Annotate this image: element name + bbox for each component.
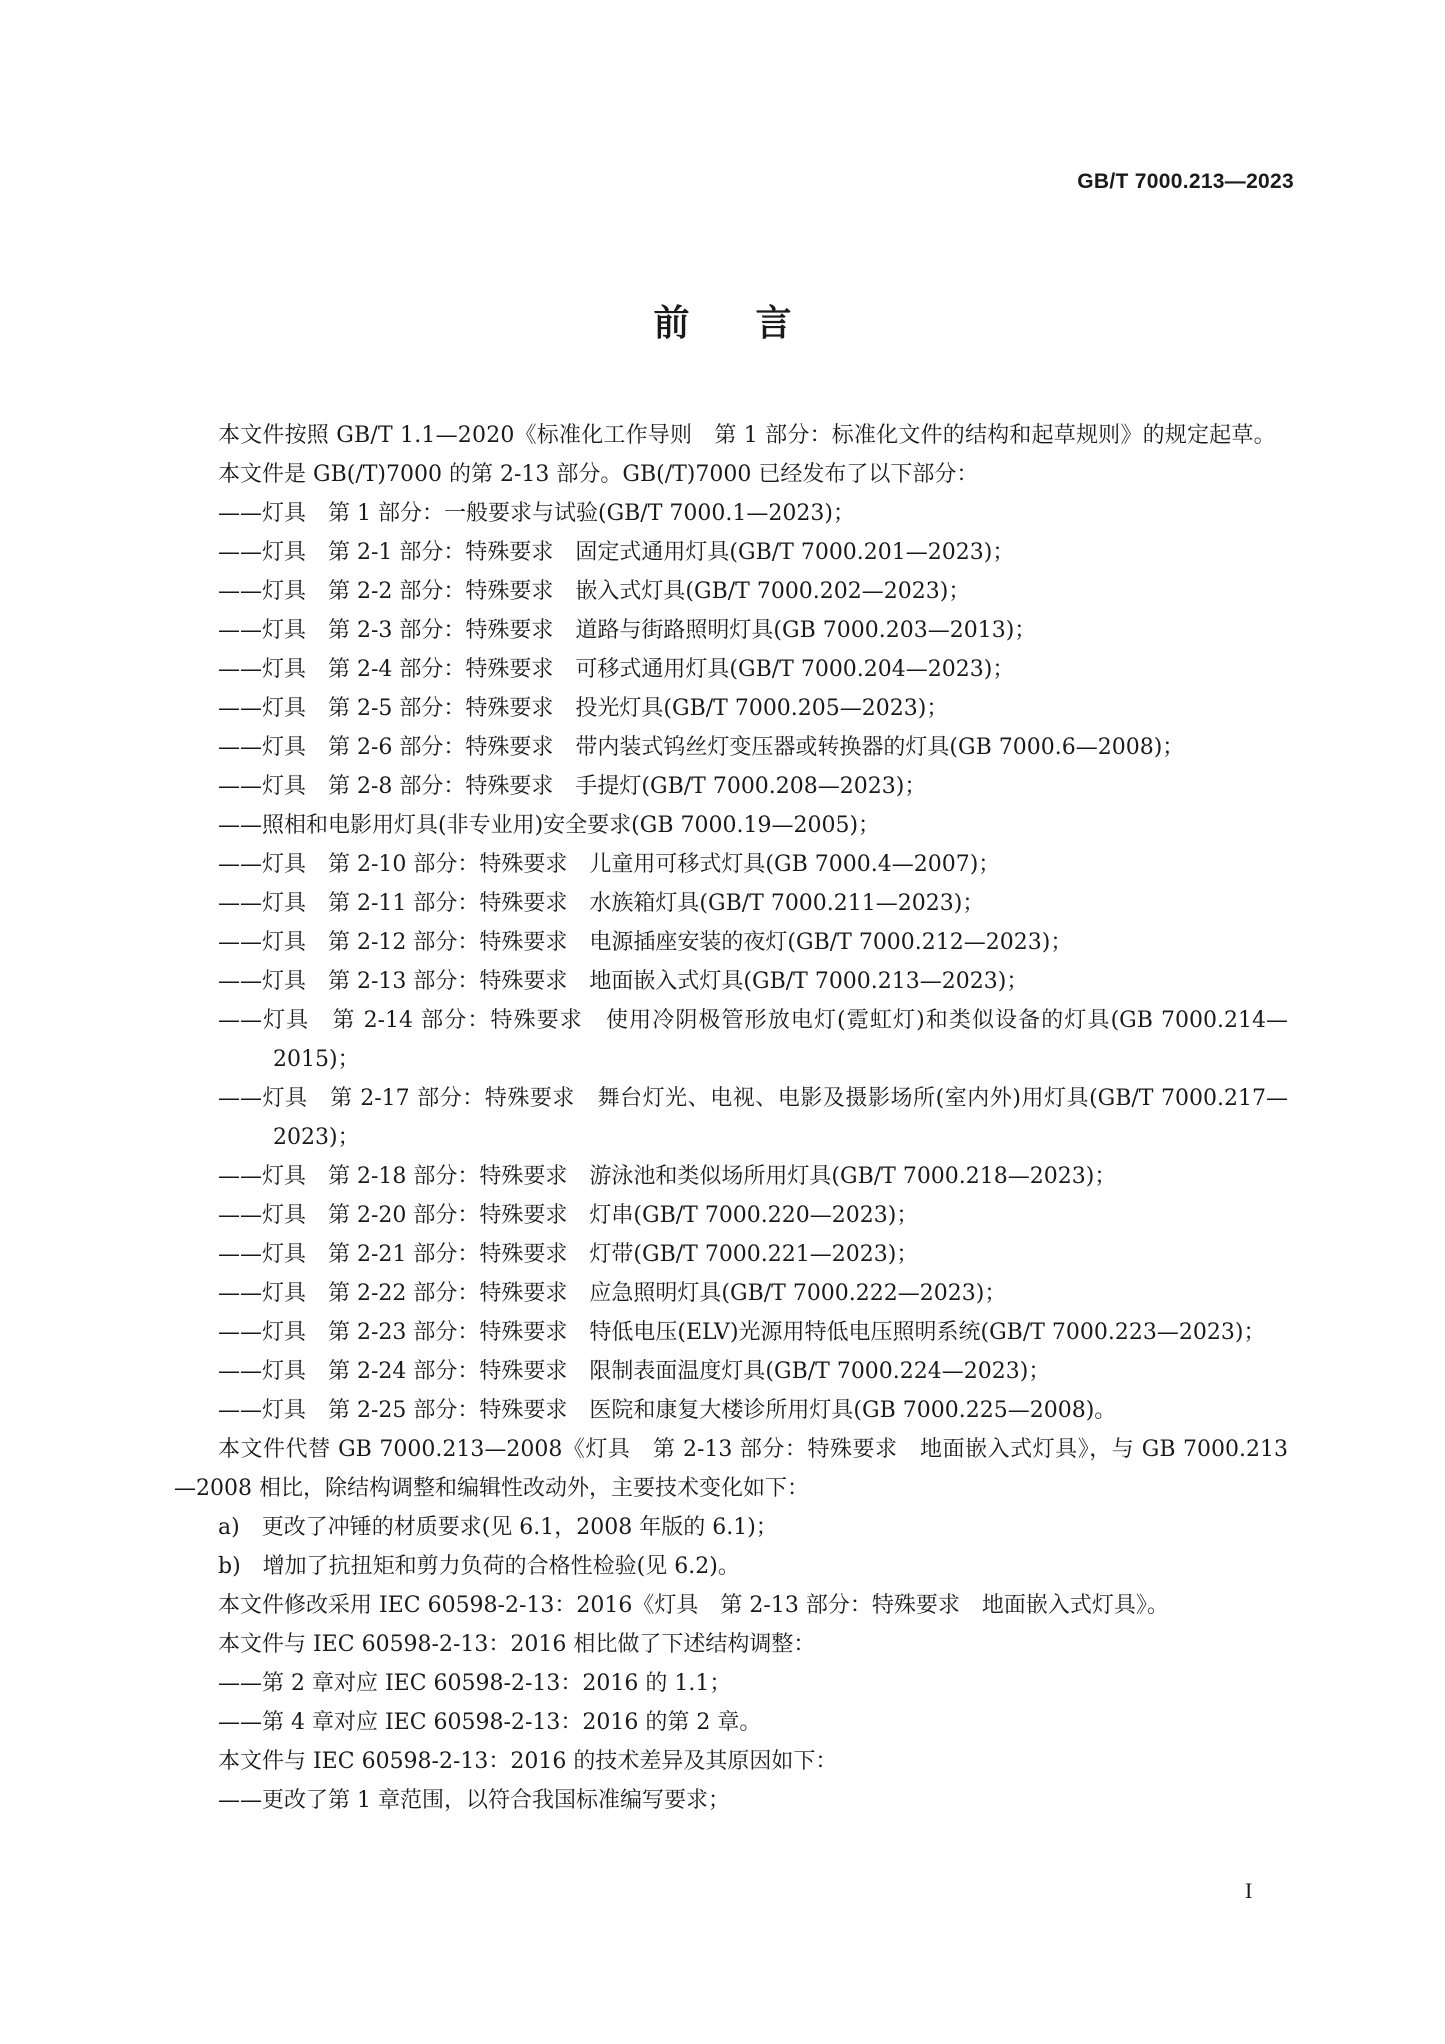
list-item: ——灯具 第 2-18 部分：特殊要求 游泳池和类似场所用灯具(GB/T 7000.218—2023)； <box>218 1164 1117 1189</box>
list-item: ——照相和电影用灯具(非专业用)安全要求(GB 7000.19—2005)； <box>218 813 881 838</box>
section-title-text: 前言 <box>653 303 858 344</box>
change-item: a) 更改了冲锤的材质要求(见 6.1，2008 年版的 6.1)； <box>218 1515 778 1540</box>
structure-item: ——第 4 章对应 IEC 60598-2-13：2016 的第 2 章。 <box>218 1710 762 1735</box>
list-item: ——灯具 第 2-6 部分：特殊要求 带内装式钨丝灯变压器或转换器的灯具(GB 7000.6—2008)； <box>218 735 1185 760</box>
list-item: ——灯具 第 2-14 部分：特殊要求 使用冷阴极管形放电灯(霓虹灯)和类似设备的灯具(GB 7000.214—2015)； <box>218 1008 1288 1072</box>
list-item: ——灯具 第 2-12 部分：特殊要求 电源插座安装的夜灯(GB/T 7000.212—2023)； <box>218 930 1073 955</box>
section-title <box>0 295 1445 346</box>
page-number: I <box>1245 1878 1253 1903</box>
list-item: ——灯具 第 2-2 部分：特殊要求 嵌入式灯具(GB/T 7000.202—2023)； <box>218 579 971 604</box>
parts-list <box>174 494 1288 1430</box>
list-item: ——灯具 第 2-25 部分：特殊要求 医院和康复大楼诊所用灯具(GB 7000.225—2008)。 <box>218 1398 1117 1423</box>
list-item: ——灯具 第 2-5 部分：特殊要求 投光灯具(GB/T 7000.205—2023)； <box>218 696 949 721</box>
list-item: ——灯具 第 2-1 部分：特殊要求 固定式通用灯具(GB/T 7000.201—2023)； <box>218 540 1015 565</box>
list-item: ——灯具 第 2-22 部分：特殊要求 应急照明灯具(GB/T 7000.222—2023)； <box>218 1281 1007 1306</box>
difference-item: ——更改了第 1 章范围，以符合我国标准编写要求； <box>218 1788 730 1813</box>
standard-number: GB/T 7000.213—2023 <box>1077 170 1294 193</box>
list-item: ——灯具 第 2-4 部分：特殊要求 可移式通用灯具(GB/T 7000.204—2023)； <box>218 657 1015 682</box>
parts-intro-paragraph: 本文件是 GB(/T)7000 的第 2-13 部分。GB(/T)7000 已经发布了以下部分： <box>218 462 979 487</box>
list-item: ——灯具 第 2-10 部分：特殊要求 儿童用可移式灯具(GB 7000.4—2007)； <box>218 852 1001 877</box>
list-item: ——灯具 第 2-13 部分：特殊要求 地面嵌入式灯具(GB/T 7000.213—2023)； <box>218 969 1029 994</box>
change-item: b) 增加了抗扭矩和剪力负荷的合格性检验(见 6.2)。 <box>218 1554 740 1579</box>
list-item: ——灯具 第 2-21 部分：特殊要求 灯带(GB/T 7000.221—2023)； <box>218 1242 919 1267</box>
list-item: ——灯具 第 2-11 部分：特殊要求 水族箱灯具(GB/T 7000.211—2023)； <box>218 891 985 916</box>
structure-intro-paragraph: 本文件与 IEC 60598-2-13：2016 相比做了下述结构调整： <box>218 1632 816 1657</box>
list-item: ——灯具 第 2-20 部分：特殊要求 灯串(GB/T 7000.220—2023)； <box>218 1203 919 1228</box>
document-body <box>174 416 1288 1820</box>
list-item: ——灯具 第 2-8 部分：特殊要求 手提灯(GB/T 7000.208—2023)； <box>218 774 927 799</box>
list-item: ——灯具 第 2-17 部分：特殊要求 舞台灯光、电视、电影及摄影场所(室内外)用灯具(GB/T 7000.217—2023)； <box>218 1086 1288 1150</box>
structure-item: ——第 2 章对应 IEC 60598-2-13：2016 的 1.1； <box>218 1671 732 1696</box>
list-item: ——灯具 第 2-23 部分：特殊要求 特低电压(ELV)光源用特低电压照明系统(GB/T 7000.223—2023)； <box>218 1320 1266 1345</box>
replacement-paragraph: 本文件代替 GB 7000.213—2008《灯具 第 2-13 部分：特殊要求 地面嵌入式灯具》，与 GB 7000.213—2008 相比，除结构调整和编辑性改动外，主要技术变化如下： <box>174 1437 1288 1501</box>
differences-intro-paragraph: 本文件与 IEC 60598-2-13：2016 的技术差异及其原因如下： <box>218 1749 838 1774</box>
adoption-paragraph: 本文件修改采用 IEC 60598-2-13：2016《灯具 第 2-13 部分：特殊要求 地面嵌入式灯具》。 <box>218 1593 1169 1618</box>
list-item: ——灯具 第 2-3 部分：特殊要求 道路与街路照明灯具(GB 7000.203—2013)； <box>218 618 1037 643</box>
list-item: ——灯具 第 1 部分：一般要求与试验(GB/T 7000.1—2023)； <box>218 501 855 526</box>
list-item: ——灯具 第 2-24 部分：特殊要求 限制表面温度灯具(GB/T 7000.224—2023)； <box>218 1359 1051 1384</box>
scope-paragraph: 本文件按照 GB/T 1.1—2020《标准化工作导则 第 1 部分：标准化文件的结构和起草规则》的规定起草。 <box>218 423 1276 448</box>
